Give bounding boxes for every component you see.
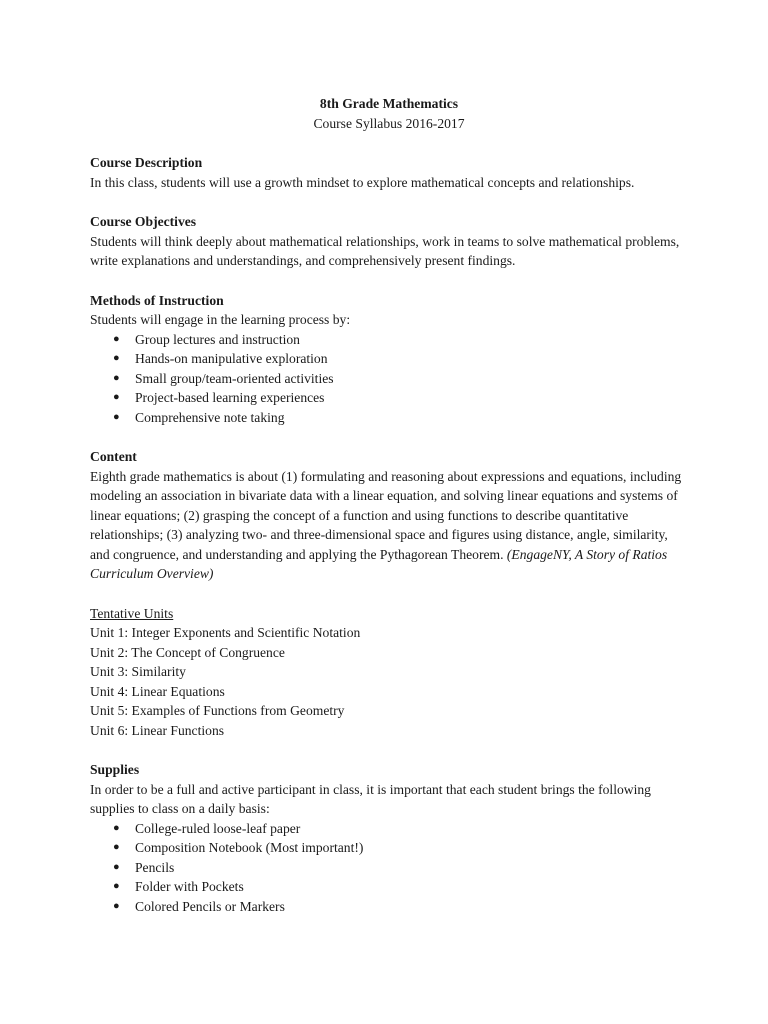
list-item: ● Project-based learning experiences: [90, 388, 688, 408]
list-item: ● Hands-on manipulative exploration: [90, 349, 688, 369]
supplies-section: [90, 760, 688, 916]
bullet-icon: ●: [113, 860, 120, 873]
list-item: ● Small group/team-oriented activities: [90, 369, 688, 389]
unit-item: Unit 2: The Concept of Congruence: [90, 644, 285, 660]
list-item: ● College-ruled loose-leaf paper: [90, 819, 688, 839]
methods-list: [90, 330, 688, 428]
course-objectives-section: [90, 212, 688, 271]
list-item: ● Composition Notebook (Most important!): [90, 838, 688, 858]
unit-item: Unit 4: Linear Equations: [90, 683, 225, 699]
content-body: Eighth grade mathematics is about (1) formulating and reasoning about expressions and equations, including modeling an association in bivariate data with a linear equation, and solving linear equations and systems of linear equations; (2) grasping the concept of a function and using functions to describe quantitative relationships; (3) analyzing two- and three-dimensional space and figures using distance, angle, similarity, and congruence, and understanding and applying the Pythagorean Theorem.: [90, 468, 682, 562]
bullet-icon: ●: [113, 332, 120, 345]
methods-heading: Methods of Instruction: [90, 292, 224, 308]
unit-item: Unit 3: Similarity: [90, 664, 186, 679]
list-item: ● Comprehensive note taking: [90, 408, 688, 428]
supplies-heading: Supplies: [90, 762, 140, 777]
supplies-list: [90, 819, 688, 917]
bullet-icon: ●: [113, 821, 120, 834]
bullet-icon: ●: [113, 371, 120, 384]
document-title: 8th Grade Mathematics: [319, 96, 459, 111]
bullet-icon: ●: [113, 391, 120, 403]
bullet-icon: ●: [113, 352, 120, 364]
unit-item: Unit 1: Integer Exponents and Scientific Notation: [90, 625, 361, 640]
document-subtitle: Course Syllabus 2016-2017: [313, 115, 465, 131]
content-citation: (EngageNY, A Story of Ratios Curriculum Overview): [90, 546, 668, 581]
course-description-heading: Course Description: [90, 155, 203, 170]
content-text: [90, 467, 688, 584]
methods-intro: Students will engage in the learning process by:: [90, 312, 351, 327]
course-objectives-heading: Course Objectives: [90, 214, 197, 229]
bullet-icon: ●: [113, 841, 120, 853]
course-description-text: In this class, students will use a growth mindset to explore mathematical concepts and relationships.: [90, 174, 635, 190]
list-item: ● Group lectures and instruction: [90, 330, 688, 350]
units-heading: Tentative Units: [90, 605, 174, 621]
content-section: [90, 447, 688, 584]
course-description-section: [90, 153, 688, 192]
unit-item: Unit 5: Examples of Functions from Geometry: [90, 703, 345, 718]
course-objectives-text: Students will think deeply about mathematical relationships, work in teams to solve mathematical problems, write explanations and understandings, and comprehensively present findings.: [90, 233, 680, 268]
unit-item: Unit 6: Linear Functions: [90, 722, 225, 738]
bullet-icon: ●: [113, 880, 120, 892]
content-heading: Content: [90, 449, 137, 464]
bullet-icon: ●: [113, 899, 120, 912]
list-item: ● Folder with Pockets: [90, 877, 688, 897]
methods-section: [90, 291, 688, 428]
units-section: [90, 604, 688, 741]
supplies-intro: In order to be a full and active participant in class, it is important that each student brings the following supplies to class on a daily basis:: [90, 781, 651, 816]
list-item: ● Pencils: [90, 858, 688, 878]
bullet-icon: ●: [113, 410, 120, 423]
list-item: ● Colored Pencils or Markers: [90, 897, 688, 917]
